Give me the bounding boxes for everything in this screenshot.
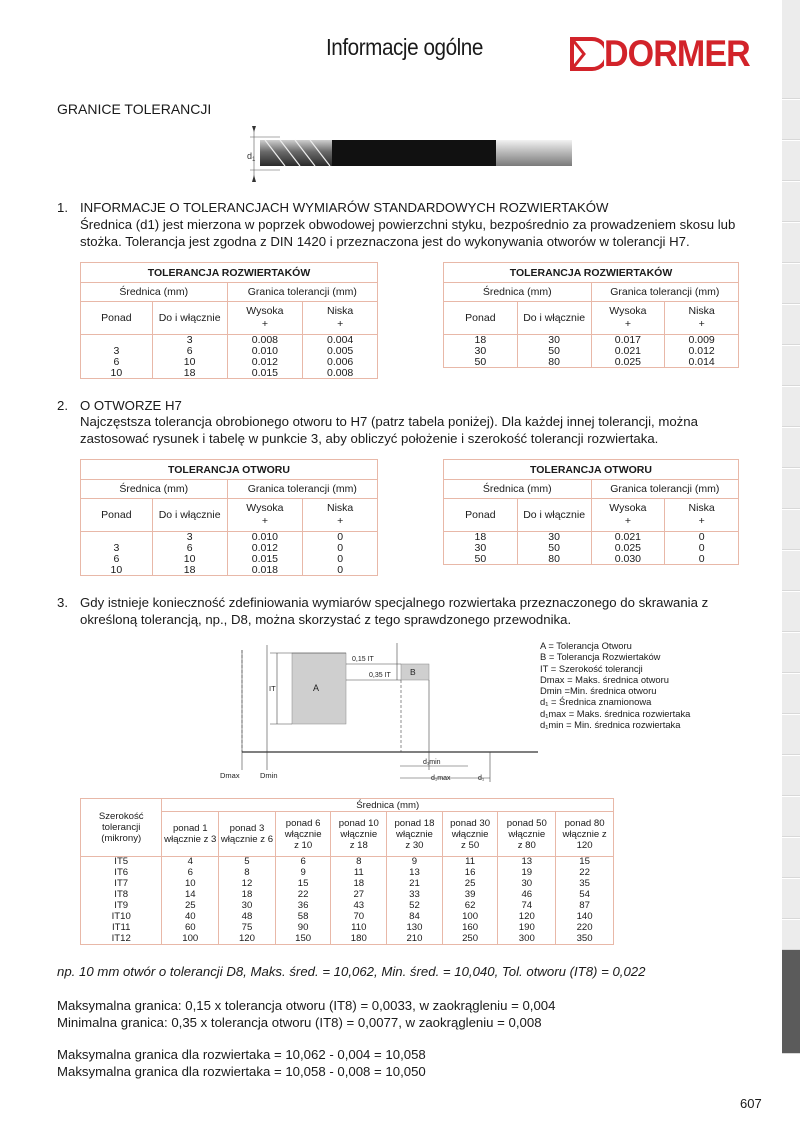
edge-tab	[782, 674, 800, 714]
table-cell: 0.008	[227, 335, 303, 346]
table-cell: 10	[81, 368, 153, 379]
table-cell: 25	[162, 901, 219, 912]
table-cell: 190	[498, 923, 556, 934]
diagram-legend	[540, 640, 690, 730]
table-cell: 54	[556, 890, 614, 901]
col-upto: Do i włącznie	[152, 499, 227, 532]
col-limit: Granica tolerancji (mm)	[227, 283, 377, 302]
table-cell: 3	[81, 543, 153, 554]
table-cell: 13	[498, 857, 556, 868]
table-cell: 6	[81, 357, 153, 368]
legend-item: IT = Szerokość tolerancji	[540, 662, 643, 674]
page-number: 607	[740, 1096, 762, 1111]
table-cell: 0.025	[591, 543, 665, 554]
d1-label: $d_1$	[247, 151, 256, 163]
legend-item: d₁max = Maks. średnica rozwiertaka	[540, 707, 691, 719]
table-cell: 60	[162, 923, 219, 934]
table-cell: 87	[556, 901, 614, 912]
edge-tab	[782, 879, 800, 919]
col-low: Niska +	[665, 499, 739, 532]
col-diameter: Średnica (mm)	[81, 480, 228, 499]
col-range-label: ponad 50	[506, 817, 547, 829]
d1max-label: d₁max	[431, 775, 451, 782]
table-cell: 140	[556, 912, 614, 923]
table-cell: 160	[442, 923, 498, 934]
edge-tab	[782, 510, 800, 550]
edge-tab	[782, 305, 800, 345]
table-cell: 12	[219, 879, 276, 890]
table-cell: 39	[442, 890, 498, 901]
section-title: GRANICE TOLERANCJI	[57, 101, 212, 117]
table-cell: 0	[665, 532, 739, 543]
col-range-label: z 10	[294, 839, 313, 851]
section1-number: 1.	[57, 200, 68, 215]
col-upto: Do i włącznie	[152, 302, 227, 335]
table-cell: 10	[152, 554, 227, 565]
blank-cell	[81, 799, 162, 857]
table-cell: 15	[275, 879, 331, 890]
col-diameter: Średnica (mm)	[81, 283, 228, 302]
edge-tab	[782, 797, 800, 837]
table-cell: 8	[219, 868, 276, 879]
table-cell: 100	[162, 934, 219, 945]
table-cell: 18	[444, 532, 518, 543]
table-cell: 14	[162, 890, 219, 901]
table-row	[81, 565, 378, 576]
table-cell: 18	[219, 890, 276, 901]
table-cell: 120	[219, 934, 276, 945]
calc-line-3: Maksymalna granica dla rozwiertaka = 10,062 - 0,004 = 10,058	[57, 1047, 426, 1062]
table-row	[81, 934, 614, 945]
col-range-header	[387, 812, 443, 857]
edge-tab	[782, 633, 800, 673]
reamer-illustration	[240, 124, 580, 186]
col-over: Ponad	[444, 302, 518, 335]
table-cell: IT12	[81, 934, 162, 945]
table-cell: 50	[444, 554, 518, 565]
edge-tab	[782, 469, 800, 509]
table-cell: 30	[219, 901, 276, 912]
section2-text-line1: Najczęstsza tolerancja obrobionego otworu to H7 (patrz tabela poniżej). Dla każdej innej tolerancji, można	[80, 414, 698, 429]
table-cell: 0	[303, 565, 378, 576]
table-cell: 80	[517, 357, 591, 368]
table-cell: 10	[81, 565, 153, 576]
table-cell: IT6	[81, 868, 162, 879]
table-cell: IT7	[81, 879, 162, 890]
col-upto: Do i włącznie	[517, 499, 591, 532]
col-high: Wysoka +	[227, 302, 303, 335]
table-cell: 3	[152, 335, 227, 346]
table-cell: 6	[152, 543, 227, 554]
table-row	[81, 857, 614, 868]
section1-text-line1: Średnica (d1) jest mierzona w poprzek obwodowej powierzchni styku, bezpośrednio za prowadzeniem skosu lub	[80, 217, 736, 232]
it-tolerance-table	[80, 798, 614, 945]
edge-tab	[782, 100, 800, 140]
col-range-label: z 50	[461, 839, 480, 851]
edge-tab	[782, 428, 800, 468]
table-cell: 50	[444, 357, 518, 368]
col-range-label: włącznie z	[562, 828, 607, 840]
table-cell: 30	[517, 335, 591, 346]
edge-tab	[782, 715, 800, 755]
legend-item: B = Tolerancja Rozwiertaków	[540, 651, 661, 663]
table-cell: 80	[517, 554, 591, 565]
col-range-label: włącznie z 6	[220, 834, 274, 845]
table-caption: TOLERANCJA OTWORU	[81, 460, 378, 480]
col-upto: Do i włącznie	[517, 302, 591, 335]
section1-text-line2: stożka. Tolerancja jest zgodna z DIN 1420 i przeznaczona jest do wykonywania otworów w tolerancji H7.	[80, 234, 690, 249]
table-cell: 0.014	[665, 357, 739, 368]
page-title: Informacje ogólne	[326, 34, 483, 60]
table-cell: 22	[275, 890, 331, 901]
table-cell: 35	[556, 879, 614, 890]
table-cell: 19	[498, 868, 556, 879]
table-cell: 0.012	[227, 543, 303, 554]
col-range-label: ponad 1	[172, 823, 208, 834]
table-cell: 4	[162, 857, 219, 868]
table-cell: 18	[331, 879, 387, 890]
table-cell: 0.004	[303, 335, 378, 346]
table-cell: 0.010	[227, 532, 303, 543]
col-over: Ponad	[81, 499, 153, 532]
table-cell: 0	[303, 532, 378, 543]
col-low: Niska +	[665, 302, 739, 335]
col-range-label: włącznie	[451, 828, 489, 840]
section3-number: 3.	[57, 595, 68, 610]
legend-item: Dmin =Min. średnica otworu	[540, 685, 657, 697]
table-cell: 0.009	[665, 335, 739, 346]
col-range-label: włącznie	[284, 828, 322, 840]
table-cell: 180	[331, 934, 387, 945]
it-label: IT	[269, 684, 276, 693]
table-cell: IT9	[81, 901, 162, 912]
row-header-label: tolerancji	[102, 822, 141, 833]
col-low: Niska +	[303, 302, 378, 335]
table-row	[81, 868, 614, 879]
dormer-logo	[570, 33, 763, 74]
legend-item: d₁min = Min. średnica rozwiertaka	[540, 719, 681, 731]
table-cell: 16	[442, 868, 498, 879]
table-cell: 0.021	[591, 346, 665, 357]
col-high: Wysoka +	[227, 499, 303, 532]
table-caption: TOLERANCJA ROZWIERTAKÓW	[81, 263, 378, 283]
calc-line-1: Maksymalna granica: 0,15 x tolerancja otworu (IT8) = 0,0033, w zaokrągleniu = 0,004	[57, 998, 556, 1013]
table-cell: 8	[331, 857, 387, 868]
d1-label: d₁	[478, 775, 485, 782]
table-cell: 36	[275, 901, 331, 912]
table-cell: 9	[387, 857, 443, 868]
edge-tab	[782, 592, 800, 632]
legend-item: d₁ = Średnica znamionowa	[540, 696, 652, 708]
col-high: Wysoka +	[591, 302, 665, 335]
reamer-tolerance-table-right	[443, 262, 739, 368]
table-row	[444, 543, 739, 554]
col-range-label: włącznie	[508, 828, 546, 840]
hole-tolerance-table-right	[443, 459, 739, 565]
table-row	[81, 890, 614, 901]
edge-tab	[782, 0, 800, 99]
table-cell: 84	[387, 912, 443, 923]
logo-wordmark: DORMER	[604, 33, 750, 74]
table-caption: TOLERANCJA ROZWIERTAKÓW	[444, 263, 739, 283]
col-range-header	[275, 812, 331, 857]
table-cell: IT10	[81, 912, 162, 923]
table-cell: 0	[303, 543, 378, 554]
table-row	[444, 346, 739, 357]
table-cell: 0.025	[591, 357, 665, 368]
table-cell: IT5	[81, 857, 162, 868]
table-cell: 22	[556, 868, 614, 879]
edge-tab	[782, 838, 800, 878]
edge-tab	[782, 264, 800, 304]
col-diameter: Średnica (mm)	[162, 799, 614, 812]
logo-mark-icon	[570, 37, 604, 71]
d1min-label: d₁min	[423, 759, 441, 766]
table-cell: 0.017	[591, 335, 665, 346]
table-cell: 0.006	[303, 357, 378, 368]
table-cell: 70	[331, 912, 387, 923]
table-cell: 110	[331, 923, 387, 934]
table-cell: 33	[387, 890, 443, 901]
table-cell: IT8	[81, 890, 162, 901]
table-cell: 30	[444, 346, 518, 357]
table-cell: 6	[152, 346, 227, 357]
table-cell: 90	[275, 923, 331, 934]
table-cell: 350	[556, 934, 614, 945]
section2-heading: O OTWORZE H7	[80, 398, 182, 413]
calc-line-4: Maksymalna granica dla rozwiertaka = 10,058 - 0,008 = 10,050	[57, 1064, 426, 1079]
table-cell: 50	[517, 543, 591, 554]
col-range-label: ponad 3	[229, 823, 265, 834]
section2-text-line2: zastosować rysunek i tabelę w punkcie 3, aby obliczyć położenie i szerokość tolerancji rozwiertaka.	[80, 431, 659, 446]
tolerance-zone-diagram	[220, 640, 540, 788]
table-cell: 250	[442, 934, 498, 945]
edge-tab	[782, 756, 800, 796]
col-range-label: z 80	[517, 839, 536, 851]
col-range-label: ponad 80	[564, 817, 605, 829]
table-cell: 40	[162, 912, 219, 923]
col-range-label: ponad 18	[394, 817, 435, 829]
table-cell: 0	[303, 554, 378, 565]
table-cell: 43	[331, 901, 387, 912]
col-limit: Granica tolerancji (mm)	[227, 480, 377, 499]
col-range-label: ponad 6	[285, 817, 321, 829]
table-cell: 0	[665, 543, 739, 554]
table-cell: 21	[387, 879, 443, 890]
col-range-header	[162, 812, 219, 857]
table-cell: 52	[387, 901, 443, 912]
col-limit: Granica tolerancji (mm)	[591, 480, 738, 499]
legend-item: Dmax = Maks. średnica otworu	[540, 673, 669, 685]
table-cell: 27	[331, 890, 387, 901]
col-range-header	[556, 812, 614, 857]
table-row	[81, 543, 378, 554]
reamer-tolerance-table-left	[80, 262, 378, 379]
col-limit: Granica tolerancji (mm)	[591, 283, 738, 302]
col-diameter: Średnica (mm)	[444, 283, 592, 302]
table-row	[81, 532, 378, 543]
table-row	[81, 901, 614, 912]
edge-tab-active	[782, 950, 800, 1054]
table-cell: 18	[152, 368, 227, 379]
table-row	[81, 357, 378, 368]
col-range-label: włącznie	[396, 828, 433, 840]
table-cell: 6	[81, 554, 153, 565]
table-cell: 150	[275, 934, 331, 945]
col-low: Niska +	[303, 499, 378, 532]
col-range-label: włącznie z 3	[164, 834, 217, 845]
table-cell: 130	[387, 923, 443, 934]
table-cell: IT11	[81, 923, 162, 934]
row-header-label: (mikrony)	[101, 833, 142, 844]
table-cell: 0.030	[591, 554, 665, 565]
table-row	[81, 346, 378, 357]
table-cell: 0.015	[227, 368, 303, 379]
table-cell: 0.012	[665, 346, 739, 357]
table-cell: 18	[152, 565, 227, 576]
hole-tolerance-table-left	[80, 459, 378, 576]
table-row	[444, 554, 739, 565]
edge-tab	[782, 223, 800, 263]
table-row	[444, 532, 739, 543]
table-cell: 100	[442, 912, 498, 923]
table-row	[81, 554, 378, 565]
table-cell: 3	[152, 532, 227, 543]
col-range-header	[219, 812, 276, 857]
table-cell: 30	[498, 879, 556, 890]
label-035-it: 0,35 IT	[369, 672, 391, 679]
table-cell: 6	[275, 857, 331, 868]
section3-text-line1: Gdy istnieje konieczność zdefiniowania wymiarów specjalnego rozwiertaka przeznaczonego do skrawania z	[80, 595, 709, 610]
section3-text-line2: określoną tolerancją, np., D8, można skorzystać z tego sprawdzonego przewodnika.	[80, 612, 572, 627]
col-range-label: ponad 30	[450, 817, 491, 829]
table-cell: 75	[219, 923, 276, 934]
edge-tab	[782, 920, 800, 950]
col-range-label: z 18	[349, 839, 368, 851]
dmin-label: Dmin	[260, 771, 278, 780]
col-high: Wysoka +	[591, 499, 665, 532]
edge-tab	[782, 387, 800, 427]
table-cell: 9	[275, 868, 331, 879]
table-cell: 18	[444, 335, 518, 346]
col-diameter: Średnica (mm)	[444, 480, 592, 499]
table-cell: 10	[152, 357, 227, 368]
table-cell: 11	[442, 857, 498, 868]
table-cell: 62	[442, 901, 498, 912]
table-row	[444, 357, 739, 368]
table-cell: 0.012	[227, 357, 303, 368]
table-cell	[81, 532, 153, 543]
col-range-label: ponad 10	[338, 817, 379, 829]
table-row	[81, 912, 614, 923]
table-cell: 210	[387, 934, 443, 945]
col-range-header	[498, 812, 556, 857]
table-caption: TOLERANCJA OTWORU	[444, 460, 739, 480]
table-cell: 0.021	[591, 532, 665, 543]
row-header-label: Szerokość	[98, 811, 144, 822]
table-row	[81, 923, 614, 934]
table-cell: 0.005	[303, 346, 378, 357]
table-cell: 10	[162, 879, 219, 890]
table-cell: 13	[387, 868, 443, 879]
edge-tab	[782, 182, 800, 222]
table-cell: 11	[331, 868, 387, 879]
section1-heading: INFORMACJE O TOLERANCJACH WYMIARÓW STANDARDOWYCH ROZWIERTAKÓW	[80, 200, 609, 215]
table-row	[81, 368, 378, 379]
table-cell: 120	[498, 912, 556, 923]
table-cell: 50	[517, 346, 591, 357]
table-row	[81, 879, 614, 890]
table-cell: 30	[517, 532, 591, 543]
table-cell: 25	[442, 879, 498, 890]
table-row	[81, 335, 378, 346]
table-cell: 0	[665, 554, 739, 565]
col-range-header	[442, 812, 498, 857]
col-over: Ponad	[444, 499, 518, 532]
col-range-header	[331, 812, 387, 857]
table-cell: 48	[219, 912, 276, 923]
zone-b-label: B	[410, 667, 416, 677]
table-cell	[81, 335, 153, 346]
table-row	[444, 335, 739, 346]
table-cell: 220	[556, 923, 614, 934]
col-range-label: włącznie	[340, 828, 378, 840]
table-cell: 300	[498, 934, 556, 945]
edge-tab	[782, 346, 800, 386]
zone-a-label: A	[313, 683, 320, 693]
table-cell: 30	[444, 543, 518, 554]
legend-item: A = Tolerancja Otworu	[540, 640, 632, 651]
table-cell: 0.010	[227, 346, 303, 357]
calc-line-2: Minimalna granica: 0,35 x tolerancja otworu (IT8) = 0,0077, w zaokrągleniu = 0,008	[57, 1015, 542, 1030]
edge-tab	[782, 141, 800, 181]
table-cell: 5	[219, 857, 276, 868]
col-range-label: z 30	[405, 839, 424, 851]
table-cell: 6	[162, 868, 219, 879]
table-cell: 0.008	[303, 368, 378, 379]
dmax-label: Dmax	[220, 771, 240, 780]
col-range-label: 120	[576, 839, 593, 851]
table-cell: 46	[498, 890, 556, 901]
edge-tab	[782, 551, 800, 591]
table-cell: 15	[556, 857, 614, 868]
col-over: Ponad	[81, 302, 153, 335]
table-cell: 74	[498, 901, 556, 912]
example-text: np. 10 mm otwór o tolerancji D8, Maks. śred. = 10,062, Min. śred. = 10,040, Tol. otworu (IT8) = 0,022	[57, 964, 646, 979]
section2-number: 2.	[57, 398, 68, 413]
table-cell: 58	[275, 912, 331, 923]
table-cell: 0.018	[227, 565, 303, 576]
table-cell: 3	[81, 346, 153, 357]
table-cell: 0.015	[227, 554, 303, 565]
label-015-it: 0,15 IT	[352, 656, 374, 663]
